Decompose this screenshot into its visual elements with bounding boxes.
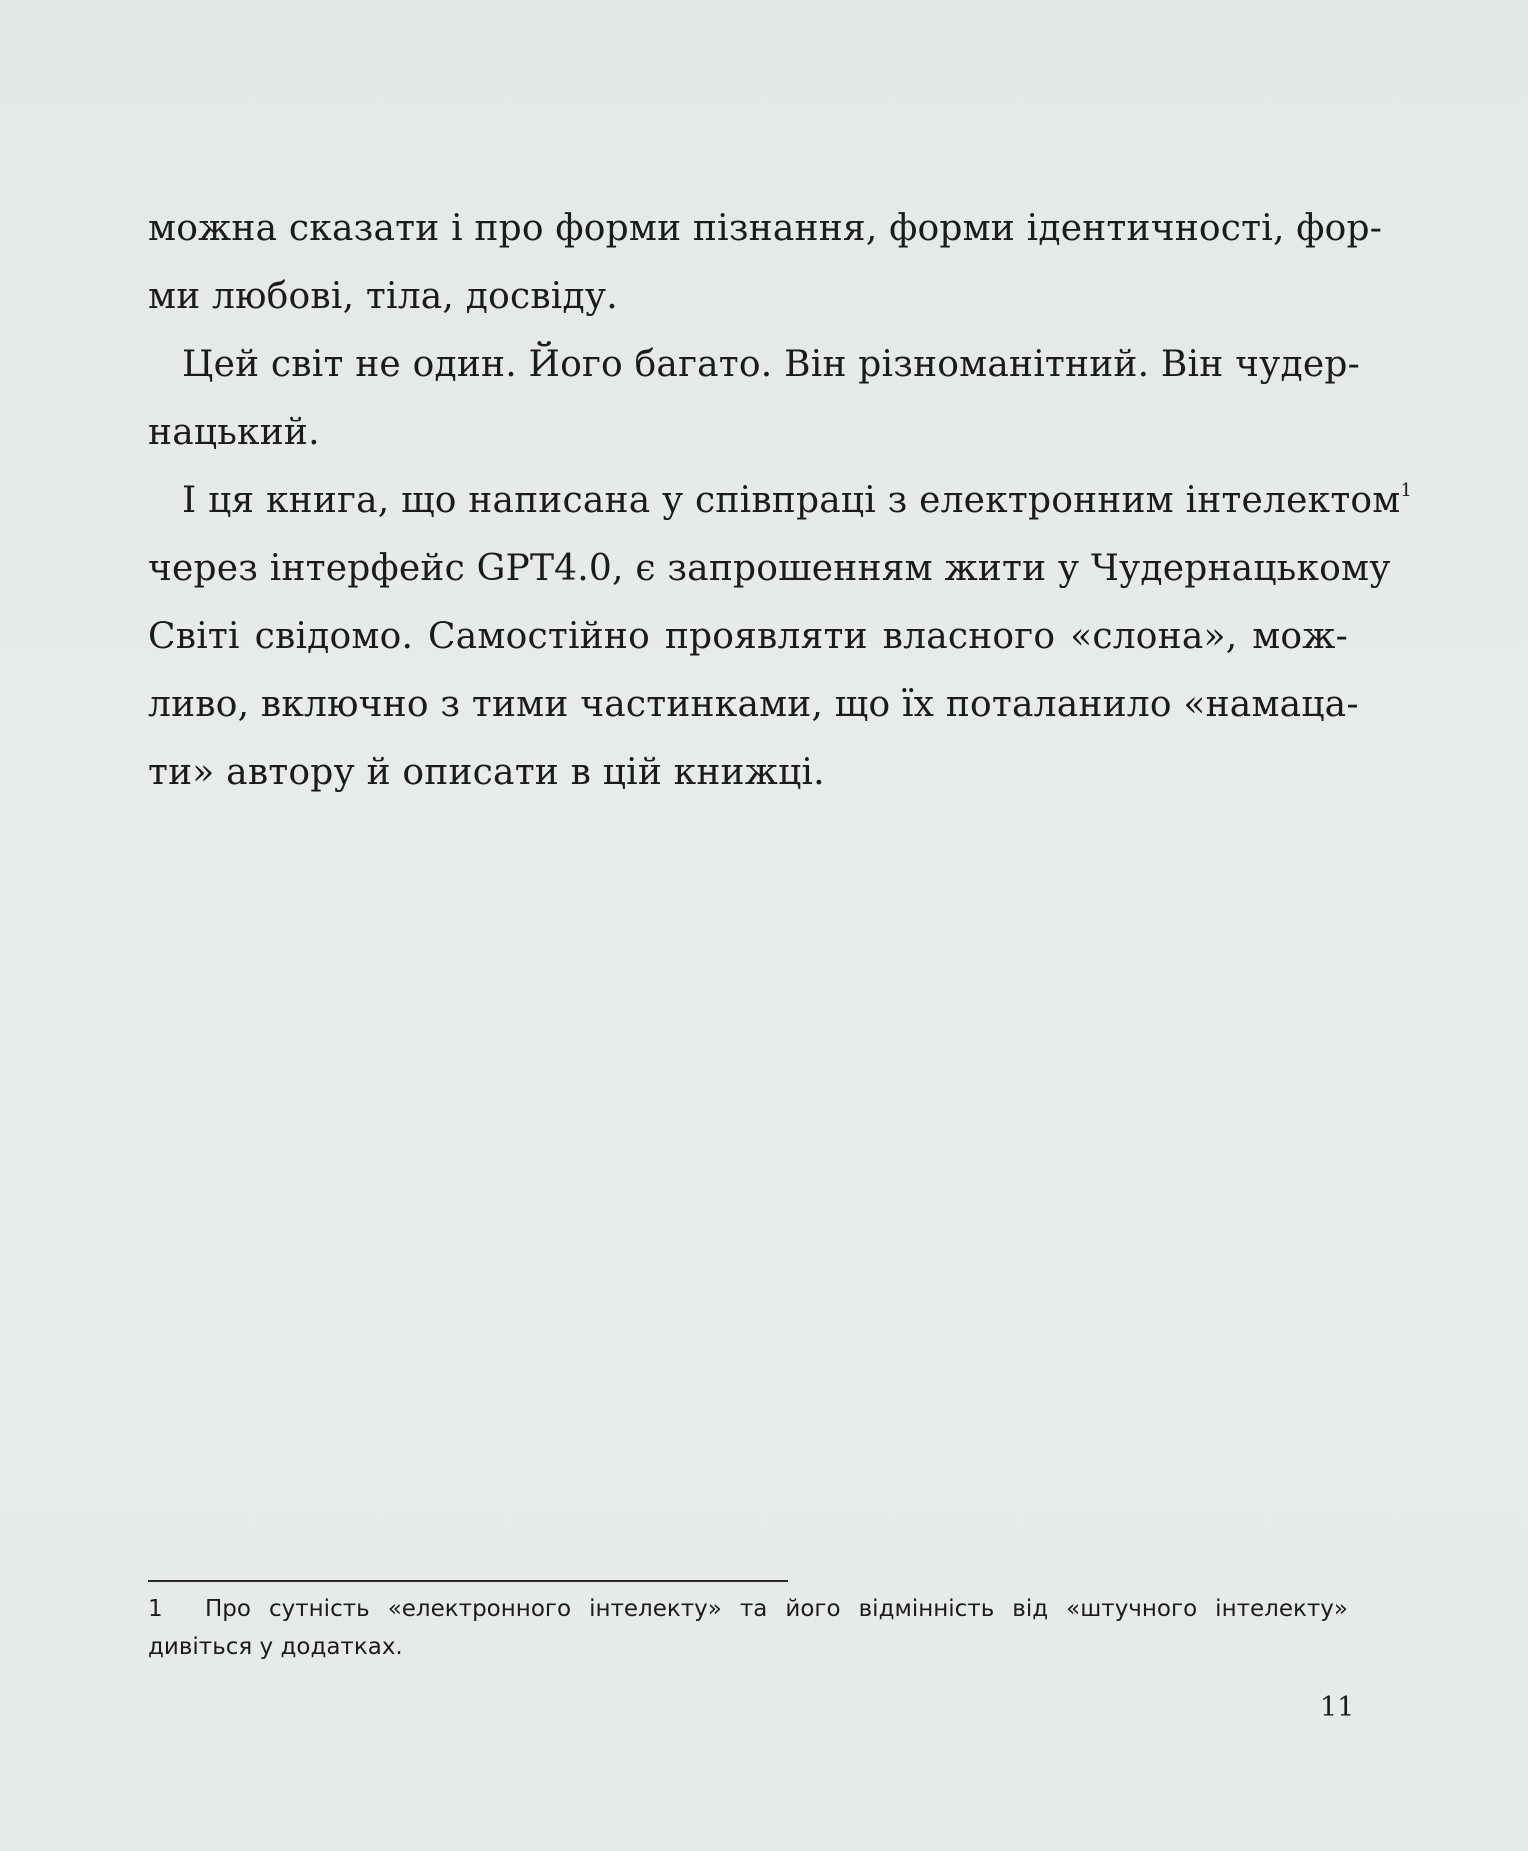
footnote-line: дивіться у додатках. <box>148 1634 403 1660</box>
footnote-line <box>148 1590 1348 1628</box>
text-line: можна сказати і про форми пізнання, форми ідентичності, фор- <box>148 208 1383 249</box>
paragraph-1 <box>148 195 1383 331</box>
footnote-number: 1 <box>148 1596 163 1622</box>
footnote-reference: 1 <box>1400 480 1413 501</box>
footnote <box>148 1590 1348 1666</box>
text-line-content: І ця книга, що написана у співпраці з електронним інтелектом <box>182 480 1401 521</box>
text-line: Цей світ не один. Його багато. Він різноманітний. Він чудер- <box>182 344 1360 385</box>
text-line: ти» автору й описати в цій книжці. <box>148 752 825 793</box>
paragraph-2 <box>148 331 1360 467</box>
text-line: нацький. <box>148 412 320 453</box>
text-line-with-footnote <box>148 467 1413 535</box>
text-line: ливо, включно з тими частинками, що їх поталанило «намаца- <box>148 684 1359 725</box>
page-number: 11 <box>1320 1692 1355 1723</box>
paragraph-3 <box>148 467 1413 807</box>
text-line: через інтерфейс GPT4.0, є запрошенням жити у Чудернацькому <box>148 548 1391 589</box>
footnote-text: Про сутність «електронного інтелекту» та його відмінність від «штучного інтелекту» <box>205 1596 1348 1622</box>
main-text <box>148 195 1413 807</box>
text-line: ми любові, тіла, досвіду. <box>148 276 618 317</box>
text-line: Світі свідомо. Самостійно проявляти власного «слона», мож- <box>148 616 1348 657</box>
footnote-separator <box>148 1580 788 1582</box>
